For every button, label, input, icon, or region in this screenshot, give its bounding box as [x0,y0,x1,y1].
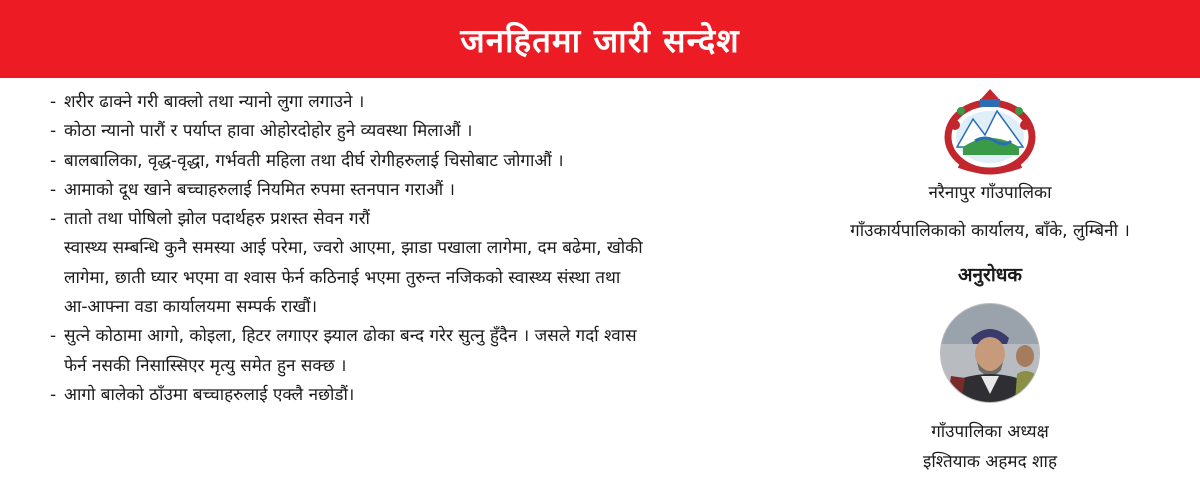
nepal-government-emblem-icon [935,85,1045,175]
notice-line: सुत्ने कोठामा आगो, कोइला, हिटर लगाएर झ्याल ढोका बन्द गरेर सुत्नु हुँदैन । जसले गर्दा श्वास [64,326,637,347]
notice-line: बालबालिका, वृद्ध-वृद्धा, गर्भवती महिला तथा दीर्घ रोगीहरुलाई चिसोबाट जोगाऔं । [64,150,564,171]
notice-line: फेर्न नसकी निसास्सिएर मृत्यु समेत हुन सक्छ । [64,355,347,376]
list-item: - आगो बालेको ठाँउमा बच्चाहरुलाई एक्लै नछोडौं। [50,384,355,405]
list-item: - शरीर ढाक्ने गरी बाक्लो तथा न्यानो लुगा लगाउने । [50,92,365,112]
notice-line: शरीर ढाक्ने गरी बाक्लो तथा न्यानो लुगा लगाउने । [64,92,365,112]
notice-list [50,88,840,410]
office-panel [800,85,1180,477]
notice-line: आ-आफ्ना वडा कार्यालयमा सम्पर्क राखौं। [64,297,318,318]
office-name: नरैनापुर गाँउपालिका [928,183,1052,203]
avatar [940,303,1040,403]
notice-line: लागेमा, छाती घ्यार भएमा वा श्वास फेर्न कठिनाई भएमा तुरुन्त नजिकको स्वास्थ्य संस्था तथा [64,267,621,288]
page-title: जनहितमा जारी सन्देश [460,20,740,60]
chairperson-photo [941,304,1039,402]
chair-title: गाँउपालिका अध्यक्ष [931,422,1049,442]
chair-name: इश्तियाक अहमद शाह [923,452,1057,472]
notice-line: कोठा न्यानो पारौं र पर्याप्त हावा ओहोरदोहोर हुने व्यवस्था मिलाऔं । [64,121,473,142]
list-item: - तातो तथा पोषिलो झोल पदार्थहरु प्रशस्त सेवन गरौं स्वास्थ्य सम्बन्धि कुनै समस्या आई परेमा, ज्वरो आएमा, झाडा पखाला लागेमा, दम बढेमा, खोकी लागेमा, छाती घ्यार भएमा वा श्वास फेर्न कठिनाई भएमा तुरुन्त नजिकको स्वास्थ्य संस्था तथा आ-आफ्ना वडा कार्यालयमा सम्पर्क राखौं। [50,205,840,322]
list-item: - बालबालिका, वृद्ध-वृद्धा, गर्भवती महिला तथा दीर्घ रोगीहरुलाई चिसोबाट जोगाऔं । [50,150,564,171]
notice-line: आगो बालेको ठाँउमा बच्चाहरुलाई एक्लै नछोडौं। [64,384,355,405]
notice-line: आमाको दूध खाने बच्चाहरुलाई नियमित रुपमा स्तनपान गराऔं । [64,179,455,200]
notice-line: तातो तथा पोषिलो झोल पदार्थहरु प्रशस्त सेवन गरौं [64,209,370,230]
list-item: - सुत्ने कोठामा आगो, कोइला, हिटर लगाएर झ्याल ढोका बन्द गरेर सुत्नु हुँदैन । जसले गर्दा श्वास फेर्न नसकी निसास्सिएर मृत्यु समेत हुन सक्छ । [50,322,840,381]
requester-label: अनुरोधक [957,264,1023,286]
header-banner [0,0,1200,78]
notice-line: स्वास्थ्य सम्बन्धि कुनै समस्या आई परेमा, ज्वरो आएमा, झाडा पखाला लागेमा, दम बढेमा, खोकी [64,238,643,259]
list-item: - आमाको दूध खाने बच्चाहरुलाई नियमित रुपमा स्तनपान गराऔं । [50,179,455,200]
office-address: गाँउकार्यपालिकाको कार्यालय, बाँके, लुम्बिनी । [850,221,1130,241]
list-item: - कोठा न्यानो पारौं र पर्याप्त हावा ओहोरदोहोर हुने व्यवस्था मिलाऔं । [50,121,473,142]
